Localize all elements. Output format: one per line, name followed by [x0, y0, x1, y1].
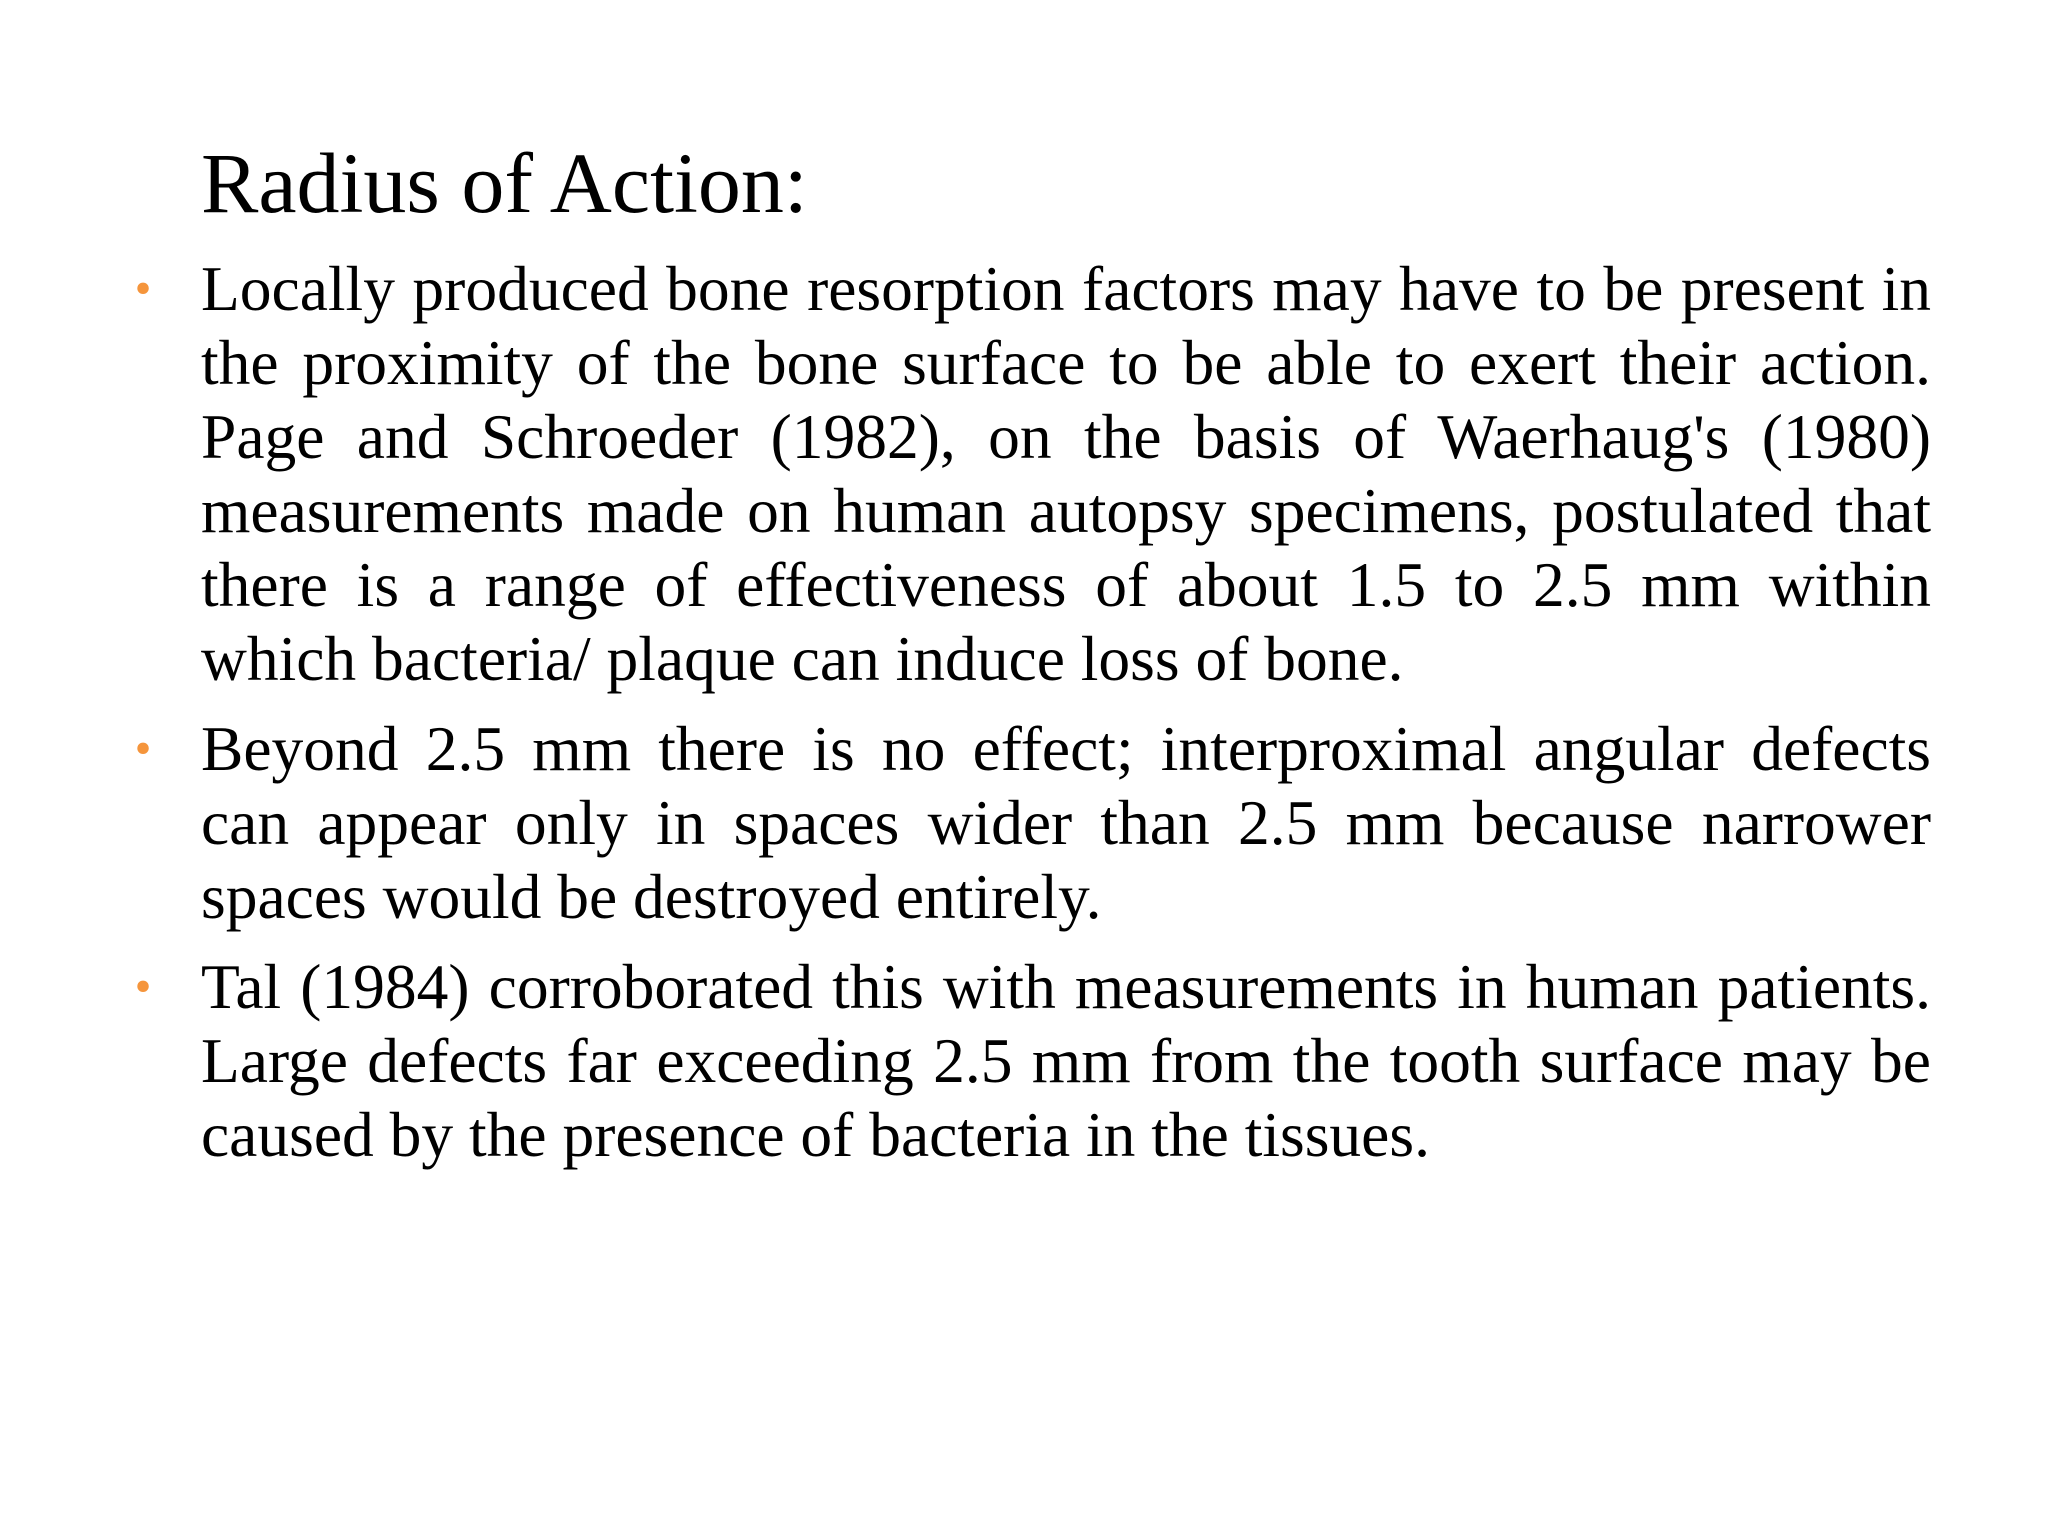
bullet-text: Locally produced bone resorption factors may have to be present in the proximity of the bone surface to be able to exert their action. Page and Schroeder (1982), on the basis of Waerhaug's (1980) measurements made on human autopsy specimens, postulated that there is a range of effectiveness of about 1.5 to 2.5 mm within which bacteria/ plaque can induce loss of bone.	[201, 253, 1931, 694]
bullet-text: Beyond 2.5 mm there is no effect; interproximal angular defects can appear only in spaces wider than 2.5 mm because narrower spaces would be destroyed entirely.	[201, 713, 1931, 932]
bullet-text: Tal (1984) corroborated this with measurements in human patients. Large defects far exceeding 2.5 mm from the tooth surface may be caused by the presence of bacteria in the tissues.	[201, 951, 1931, 1170]
bullet-dot-icon: •	[134, 722, 152, 775]
bullet-item	[134, 950, 1931, 1172]
bullet-dot-icon: •	[134, 960, 152, 1013]
bullet-list	[134, 252, 1931, 1188]
slide-title: Radius of Action:	[201, 135, 808, 231]
bullet-dot-icon: •	[134, 262, 152, 315]
bullet-item	[134, 712, 1931, 934]
bullet-item	[134, 252, 1931, 696]
